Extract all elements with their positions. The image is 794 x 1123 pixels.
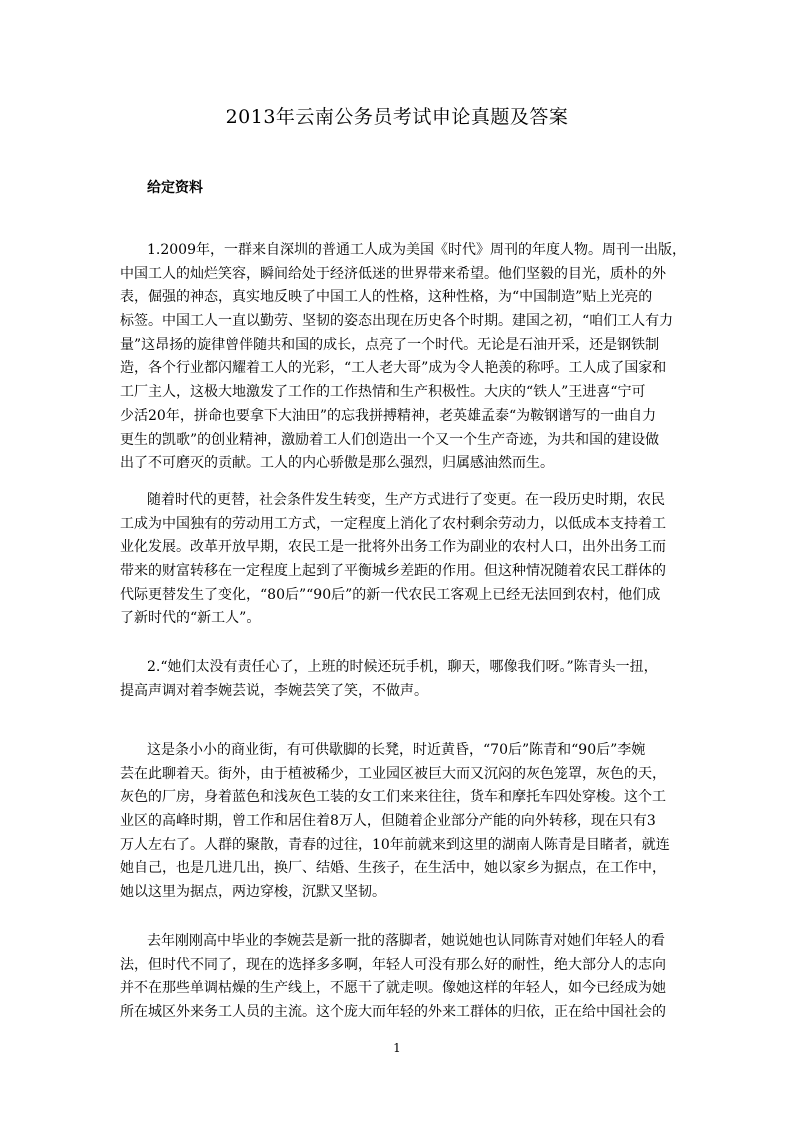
paragraph-line: 中国工人的灿烂笑容，瞬间给处于经济低迷的世界带来希望。他们坚毅的目光，质朴的外 [120, 265, 666, 282]
paragraph-line: 代际更替发生了变化，“80后”“90后”的新一代农民工客观上已经无法回到农村，他们成 [120, 586, 661, 603]
paragraph-line: 提高声调对着李婉芸说，李婉芸笑了笑，不做声。 [120, 682, 428, 699]
paragraph-line: 随着时代的更替，社会条件发生转变，生产方式进行了变更。在一段历史时期，农民 [147, 492, 665, 508]
paragraph-line: 量”这昂扬的旋律曾伴随共和国的成长，点亮了一个时代。无论是石油开采，还是钢铁制 [120, 336, 660, 353]
paragraph-3 [120, 656, 676, 703]
paragraph-line: 工成为中国独有的劳动用工方式，一定程度上消化了农村剩余劳动力，以低成本支持着工 [120, 515, 666, 532]
paragraph-line: 了新时代的“新工人”。 [120, 610, 261, 627]
page-number: 1 [393, 1041, 401, 1055]
paragraph-line: 所在城区外来务工人员的主流。这个庞大而年轻的外来工群体的归依，正在给中国社会的 [120, 1004, 666, 1021]
paragraph-line: 带来的财富转移在一定程度上起到了平衡城乡差距的作用。但这种情况随着农民工群体的 [120, 563, 666, 580]
paragraph-line: 去年刚刚高中毕业的李婉芸是新一批的落脚者，她说她也认同陈青对她们年轻人的看 [147, 933, 665, 949]
paragraph-line: 灰色的厂房，身着蓝色和浅灰色工装的女工们来来往往，货车和摩托车四处穿梭。这个工 [120, 789, 666, 806]
paragraph-line: 少活20年，拼命也要拿下大油田”的忘我拼搏精神，老英雄孟泰“为鞍钢谱写的一曲自力 [120, 407, 657, 424]
paragraph-line: 工厂主人，这极大地激发了工作的工作热情和生产积极性。大庆的“铁人”王进喜“宁可 [120, 384, 646, 401]
paragraph-line: 这是条小小的商业街，有可供歇脚的长凳，时近黄昏，“70后”陈青和“90后”李婉 [147, 742, 646, 758]
paragraph-line: 更生的凯歌”的创业精神，激励着工人们创造出一个又一个生产奇迹，为共和国的建设做 [120, 431, 660, 448]
paragraph-line: 她以这里为据点，两边穿梭，沉默又坚韧。 [120, 884, 386, 901]
paragraph-1 [120, 239, 686, 476]
paragraph-line: 业化发展。改革开放早期，农民工是一批将外出务工作为副业的农村人口，出外出务工而 [120, 539, 666, 556]
paragraph-4 [120, 739, 676, 905]
paragraph-line: 造，各个行业都闪耀着工人的光彩，“工人老大哥”成为令人艳羡的称呼。工人成了国家和 [120, 360, 667, 377]
paragraph-line: 1.2009年，一群来自深圳的普通工人成为美国《时代》周刊的年度人物。周刊一出版， [147, 242, 686, 258]
paragraph-line: 标签。中国工人一直以勤劳、坚韧的姿态出现在历史各个时期。建国之初，“咱们工人有力 [120, 313, 674, 330]
document-title: 2013年云南公务员考试申论真题及答案 [225, 106, 569, 128]
paragraph-line: 万人左右了。人群的聚散，青春的过往，10年前就来到这里的湖南人陈青是目睹者，就连 [120, 836, 670, 853]
paragraph-line: 表，倔强的神态，真实地反映了中国工人的性格，这种性格，为“中国制造”贴上光亮的 [120, 289, 653, 306]
paragraph-line: 2.“她们太没有责任心了，上班的时候还玩手机，聊天，哪像我们呀。”陈青头一扭， [147, 659, 658, 675]
paragraph-line: 出了不可磨灭的贡献。工人的内心骄傲是那么强烈，归属感油然而生。 [120, 455, 554, 472]
paragraph-line: 她自己，也是几进几出，换厂、结婚、生孩子，在生活中，她以家乡为据点，在工作中， [120, 860, 666, 877]
paragraph-line: 并不在那些单调枯燥的生产线上，不愿干了就走呗。像她这样的年轻人，如今已经成为她 [120, 980, 666, 997]
paragraph-line: 业区的高峰时期，曾工作和居住着8万人，但随着企业部分产能的向外转移，现在只有3 [120, 813, 656, 830]
paragraph-line: 法，但时代不同了，现在的选择多多啊，年轻人可没有那么好的耐性，绝大部分人的志向 [120, 956, 666, 973]
section-heading-given-materials: 给定资料 [147, 180, 203, 196]
paragraph-line: 芸在此聊着天。街外，由于植被稀少，工业园区被巨大而又沉闷的灰色笼罩，灰色的天， [120, 765, 666, 782]
paragraph-5 [120, 930, 676, 1025]
paragraph-2 [120, 489, 676, 631]
